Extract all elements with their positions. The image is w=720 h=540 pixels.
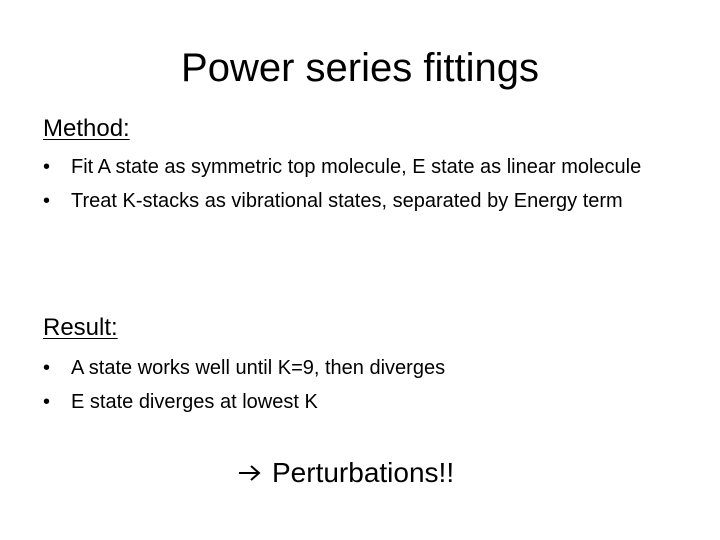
method-bullet-text: Fit A state as symmetric top molecule, E state as linear molecule	[71, 156, 642, 178]
method-bullet-text: Treat K-stacks as vibrational states, separated by Energy term	[71, 190, 623, 212]
bullet-icon: •	[43, 391, 51, 413]
slide-title: Power series fittings	[181, 46, 539, 90]
method-bullet-item	[43, 189, 703, 213]
method-bullet-list	[43, 155, 703, 223]
method-bullet-item	[43, 155, 703, 179]
bullet-icon: •	[43, 190, 51, 212]
bullet-icon: •	[43, 357, 51, 379]
result-bullet-list	[43, 356, 703, 424]
result-bullet-item	[43, 356, 703, 380]
conclusion-text: Perturbations!!	[272, 457, 455, 488]
bullet-icon: •	[43, 156, 51, 178]
conclusion	[238, 454, 454, 492]
result-bullet-item	[43, 390, 703, 414]
result-bullet-text: E state diverges at lowest K	[71, 391, 318, 413]
method-heading: Method:	[43, 115, 130, 142]
result-bullet-text: A state works well until K=9, then diverges	[71, 357, 446, 379]
result-heading: Result:	[43, 314, 118, 341]
right-arrow-icon	[238, 454, 262, 492]
